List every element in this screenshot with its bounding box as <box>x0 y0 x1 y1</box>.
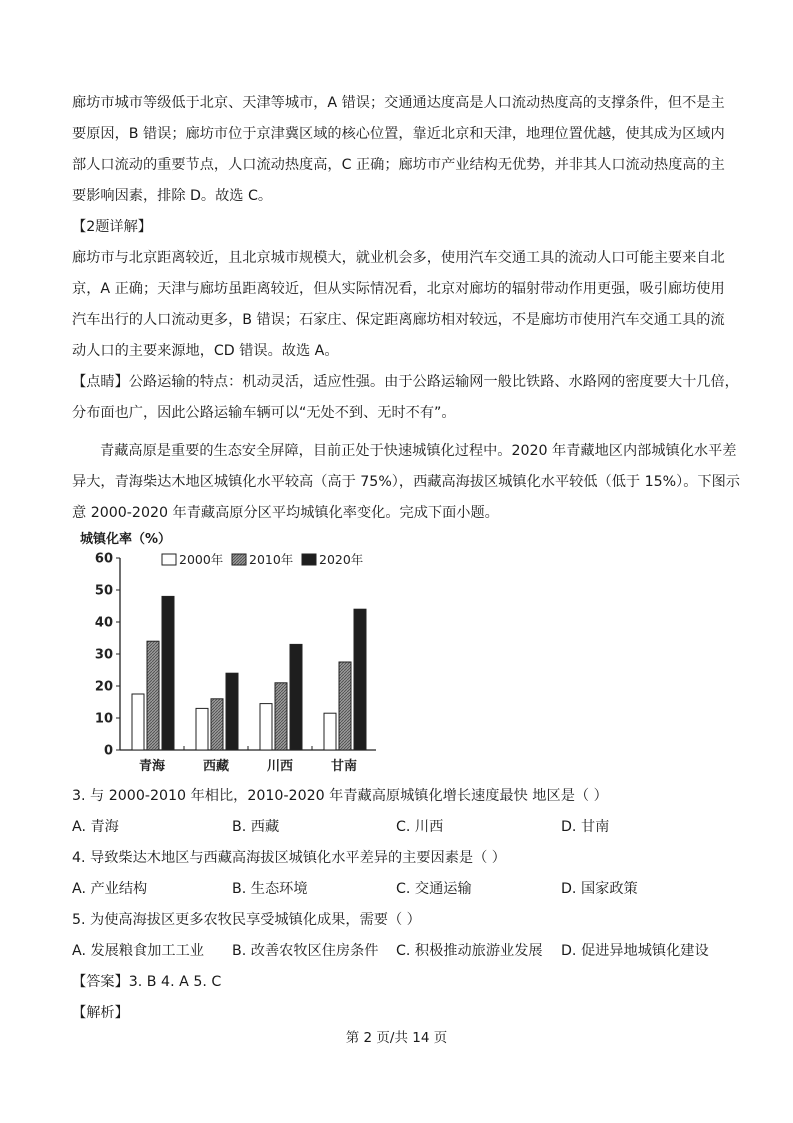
bar-2020年-川西 <box>290 644 302 750</box>
y-tick-label: 30 <box>94 647 113 663</box>
legend-swatch <box>232 554 246 565</box>
legend-label: 2020年 <box>319 552 364 567</box>
q5-option-a[interactable]: A. 发展粮食加工工业 <box>72 943 204 959</box>
q3-option-d[interactable]: D. 甘南 <box>561 819 610 835</box>
q5-option-d[interactable]: D. 促进异地城镇化建设 <box>561 943 709 959</box>
bar-2010年-川西 <box>275 683 287 750</box>
legend-swatch <box>302 554 316 565</box>
urbanization-bar-chart <box>80 548 390 778</box>
text-line: 【点睛】公路运输的特点：机动灵活，适应性强。由于公路运输网一般比铁路、水路网的密度要大十几倍， <box>72 374 739 390</box>
answer-text: 3. B 4. A 5. C <box>128 974 222 990</box>
q3-option-a[interactable]: A. 青海 <box>72 819 119 835</box>
answer-label: 【答案】 <box>72 974 129 990</box>
page-footer: 第 2 页/共 14 页 <box>345 1030 448 1046</box>
q4-option-d[interactable]: D. 国家政策 <box>561 881 638 897</box>
text-line: 青藏高原是重要的生态安全屏障，目前正处于快速城镇化过程中。2020 年青藏地区内部城镇化水平差 <box>100 443 737 459</box>
y-tick-label: 10 <box>94 711 113 727</box>
legend-swatch <box>162 554 176 565</box>
text-line: 分布面也广，因此公路运输车辆可以“无处不到、无时不有”。 <box>72 405 456 421</box>
x-tick-label: 青海 <box>138 759 166 774</box>
y-tick-label: 50 <box>94 583 113 599</box>
tip-paragraph <box>72 367 739 429</box>
bar-2020年-青海 <box>162 596 174 750</box>
bar-2000年-川西 <box>260 704 272 750</box>
q3-option-c[interactable]: C. 川西 <box>396 819 444 835</box>
question-4-stem: 4. 导致柴达木地区与西藏高海拔区城镇化水平差异的主要因素是（ ） <box>72 850 506 866</box>
q5-option-b[interactable]: B. 改善农牧区住房条件 <box>232 943 379 959</box>
bar-2000年-甘南 <box>324 713 336 750</box>
text-line: 廊坊市城市等级低于北京、天津等城市，A 错误；交通通达度高是人口流动热度高的支撑条件，但不是主 <box>72 95 725 111</box>
text-line: 汽车出行的人口流动更多，B 错误；石家庄、保定距离廊坊相对较远，不是廊坊市使用汽车交通工具的流 <box>72 312 725 328</box>
y-tick-label: 0 <box>103 743 113 759</box>
text-line: 廊坊市与北京距离较近，且北京城市规模大，就业机会多，使用汽车交通工具的流动人口可能主要来自北 <box>72 250 725 266</box>
legend-label: 2000年 <box>179 552 224 567</box>
q5-option-c[interactable]: C. 积极推动旅游业发展 <box>396 943 543 959</box>
question-5-stem: 5. 为使高海拔区更多农牧民享受城镇化成果，需要（ ） <box>72 912 421 928</box>
explanation-paragraph-2 <box>72 243 727 367</box>
x-tick-label: 甘南 <box>330 759 358 774</box>
y-tick-label: 60 <box>94 551 113 567</box>
text-line: 动人口的主要来源地，CD 错误。故选 A。 <box>72 343 339 359</box>
y-tick-label: 20 <box>94 679 113 695</box>
legend-label: 2010年 <box>249 552 294 567</box>
question-3-stem: 3. 与 2000-2010 年相比，2010-2020 年青藏高原城镇化增长速度最快 地区是（ ） <box>72 788 608 804</box>
bar-2000年-青海 <box>132 694 144 750</box>
x-tick-label: 川西 <box>266 759 294 774</box>
answer-line <box>72 971 221 991</box>
text-line: 要原因，B 错误；廊坊市位于京津冀区域的核心位置，靠近北京和天津，地理位置优越，使其成为区域内 <box>72 126 725 142</box>
bar-2010年-西藏 <box>211 699 223 750</box>
y-tick-label: 40 <box>94 615 113 631</box>
explanation-paragraph-1 <box>72 88 727 212</box>
bar-2020年-西藏 <box>226 673 238 750</box>
bar-2010年-甘南 <box>339 662 351 750</box>
q4-option-b[interactable]: B. 生态环境 <box>232 881 308 897</box>
text-line: 部人口流动的重要节点，人口流动热度高，C 正确；廊坊市产业结构无优势，并非其人口流动热度高的主 <box>72 157 725 173</box>
bar-2020年-甘南 <box>354 609 366 750</box>
text-line: 异大，青海柴达木地区城镇化水平较高（高于 75%），西藏高海拔区城镇化水平较低（低于 15%）。下图示 <box>72 474 740 490</box>
chart-title: 城镇化率（%） <box>80 532 172 547</box>
q4-option-a[interactable]: A. 产业结构 <box>72 881 148 897</box>
text-line: 意 2000-2020 年青藏高原分区平均城镇化率变化。完成下面小题。 <box>72 505 499 521</box>
bar-2000年-西藏 <box>196 708 208 750</box>
q4-option-c[interactable]: C. 交通运输 <box>396 881 472 897</box>
q3-option-b[interactable]: B. 西藏 <box>232 819 280 835</box>
section-header-text: 【2题详解】 <box>72 219 152 235</box>
text-line: 京，A 正确；天津与廊坊虽距离较近，但从实际情况看，北京对廊坊的辐射带动作用更强，吸引廊坊使用 <box>72 281 725 297</box>
x-tick-label: 西藏 <box>202 759 230 774</box>
text-line: 要影响因素，排除 D。故选 C。 <box>72 188 273 204</box>
section-2-header <box>72 212 727 243</box>
intro-paragraph <box>72 436 740 529</box>
bar-2010年-青海 <box>147 641 159 750</box>
analysis-label: 【解析】 <box>72 1005 129 1021</box>
